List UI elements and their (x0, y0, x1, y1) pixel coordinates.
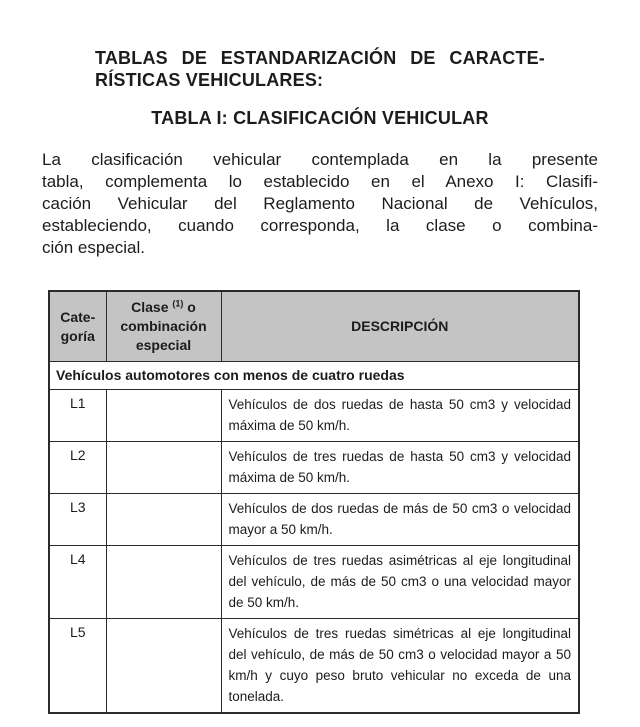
table-row (49, 494, 579, 546)
intro-line: La clasificación vehicular contemplada en la presente (42, 150, 598, 169)
category-header-line2: goría (60, 327, 95, 344)
clase-cell (106, 390, 221, 442)
intro-line: tabla, complementa lo establecido en el Anexo I: Clasifi- (42, 172, 598, 191)
table-title: TABLA I: CLASIFICACIÓN VEHICULAR (151, 108, 489, 128)
clase-header-line1 (111, 298, 217, 317)
description-cell: Vehículos de tres ruedas simétricas al eje longitudinal del vehículo, de más de 50 cm3 o velocidad mayor a 50 km/h y cuyo peso bruto vehicular no exceda de una tonelada. (221, 619, 579, 714)
clase-cell (106, 494, 221, 546)
clase-cell (106, 619, 221, 714)
document-title-line1: TABLAS DE ESTANDARIZACIÓN DE CARACTE- (95, 48, 545, 68)
description-cell: Vehículos de tres ruedas asimétricas al eje longitudinal del vehículo, de más de 50 cm3 o una velocidad mayor de 50 km/h. (221, 546, 579, 619)
category-cell: L4 (49, 546, 106, 619)
category-cell: L2 (49, 442, 106, 494)
document-title-line2: RÍSTICAS VEHICULARES: (95, 70, 324, 90)
clase-cell (106, 442, 221, 494)
table-row (49, 546, 579, 619)
clase-header-line2: combinación (120, 318, 207, 334)
vehicle-classification-table (48, 290, 580, 714)
clase-header-word: Clase (131, 299, 169, 315)
intro-line: ción especial. (42, 238, 146, 257)
clase-header-word: o (187, 299, 196, 315)
table-header-row (49, 291, 579, 362)
category-cell: L3 (49, 494, 106, 546)
description-cell: Vehículos de dos ruedas de más de 50 cm3 o velocidad mayor a 50 km/h. (221, 494, 579, 546)
description-cell: Vehículos de tres ruedas de hasta 50 cm3 y velocidad máxima de 50 km/h. (221, 442, 579, 494)
table-row (49, 390, 579, 442)
intro-line: estableciendo, cuando corresponda, la clase o combina- (42, 216, 598, 235)
descripcion-header-cell: DESCRIPCIÓN (221, 291, 579, 362)
clase-cell (106, 546, 221, 619)
intro-line: cación Vehicular del Reglamento Nacional de Vehículos, (42, 194, 598, 213)
category-header-cell (49, 291, 106, 362)
table-row (49, 619, 579, 714)
description-cell: Vehículos de dos ruedas de hasta 50 cm3 y velocidad máxima de 50 km/h. (221, 390, 579, 442)
section-row (49, 362, 579, 390)
clase-header-line3: especial (135, 337, 192, 353)
section-label: Vehículos automotores con menos de cuatro ruedas (49, 362, 579, 390)
intro-paragraph (42, 149, 598, 259)
clase-header-cell (106, 291, 221, 362)
category-header-line1: Cate- (60, 308, 96, 325)
document-title (95, 47, 545, 91)
category-cell: L5 (49, 619, 106, 714)
category-cell: L1 (49, 390, 106, 442)
table-row (49, 442, 579, 494)
footnote-marker: (1) (172, 298, 184, 309)
